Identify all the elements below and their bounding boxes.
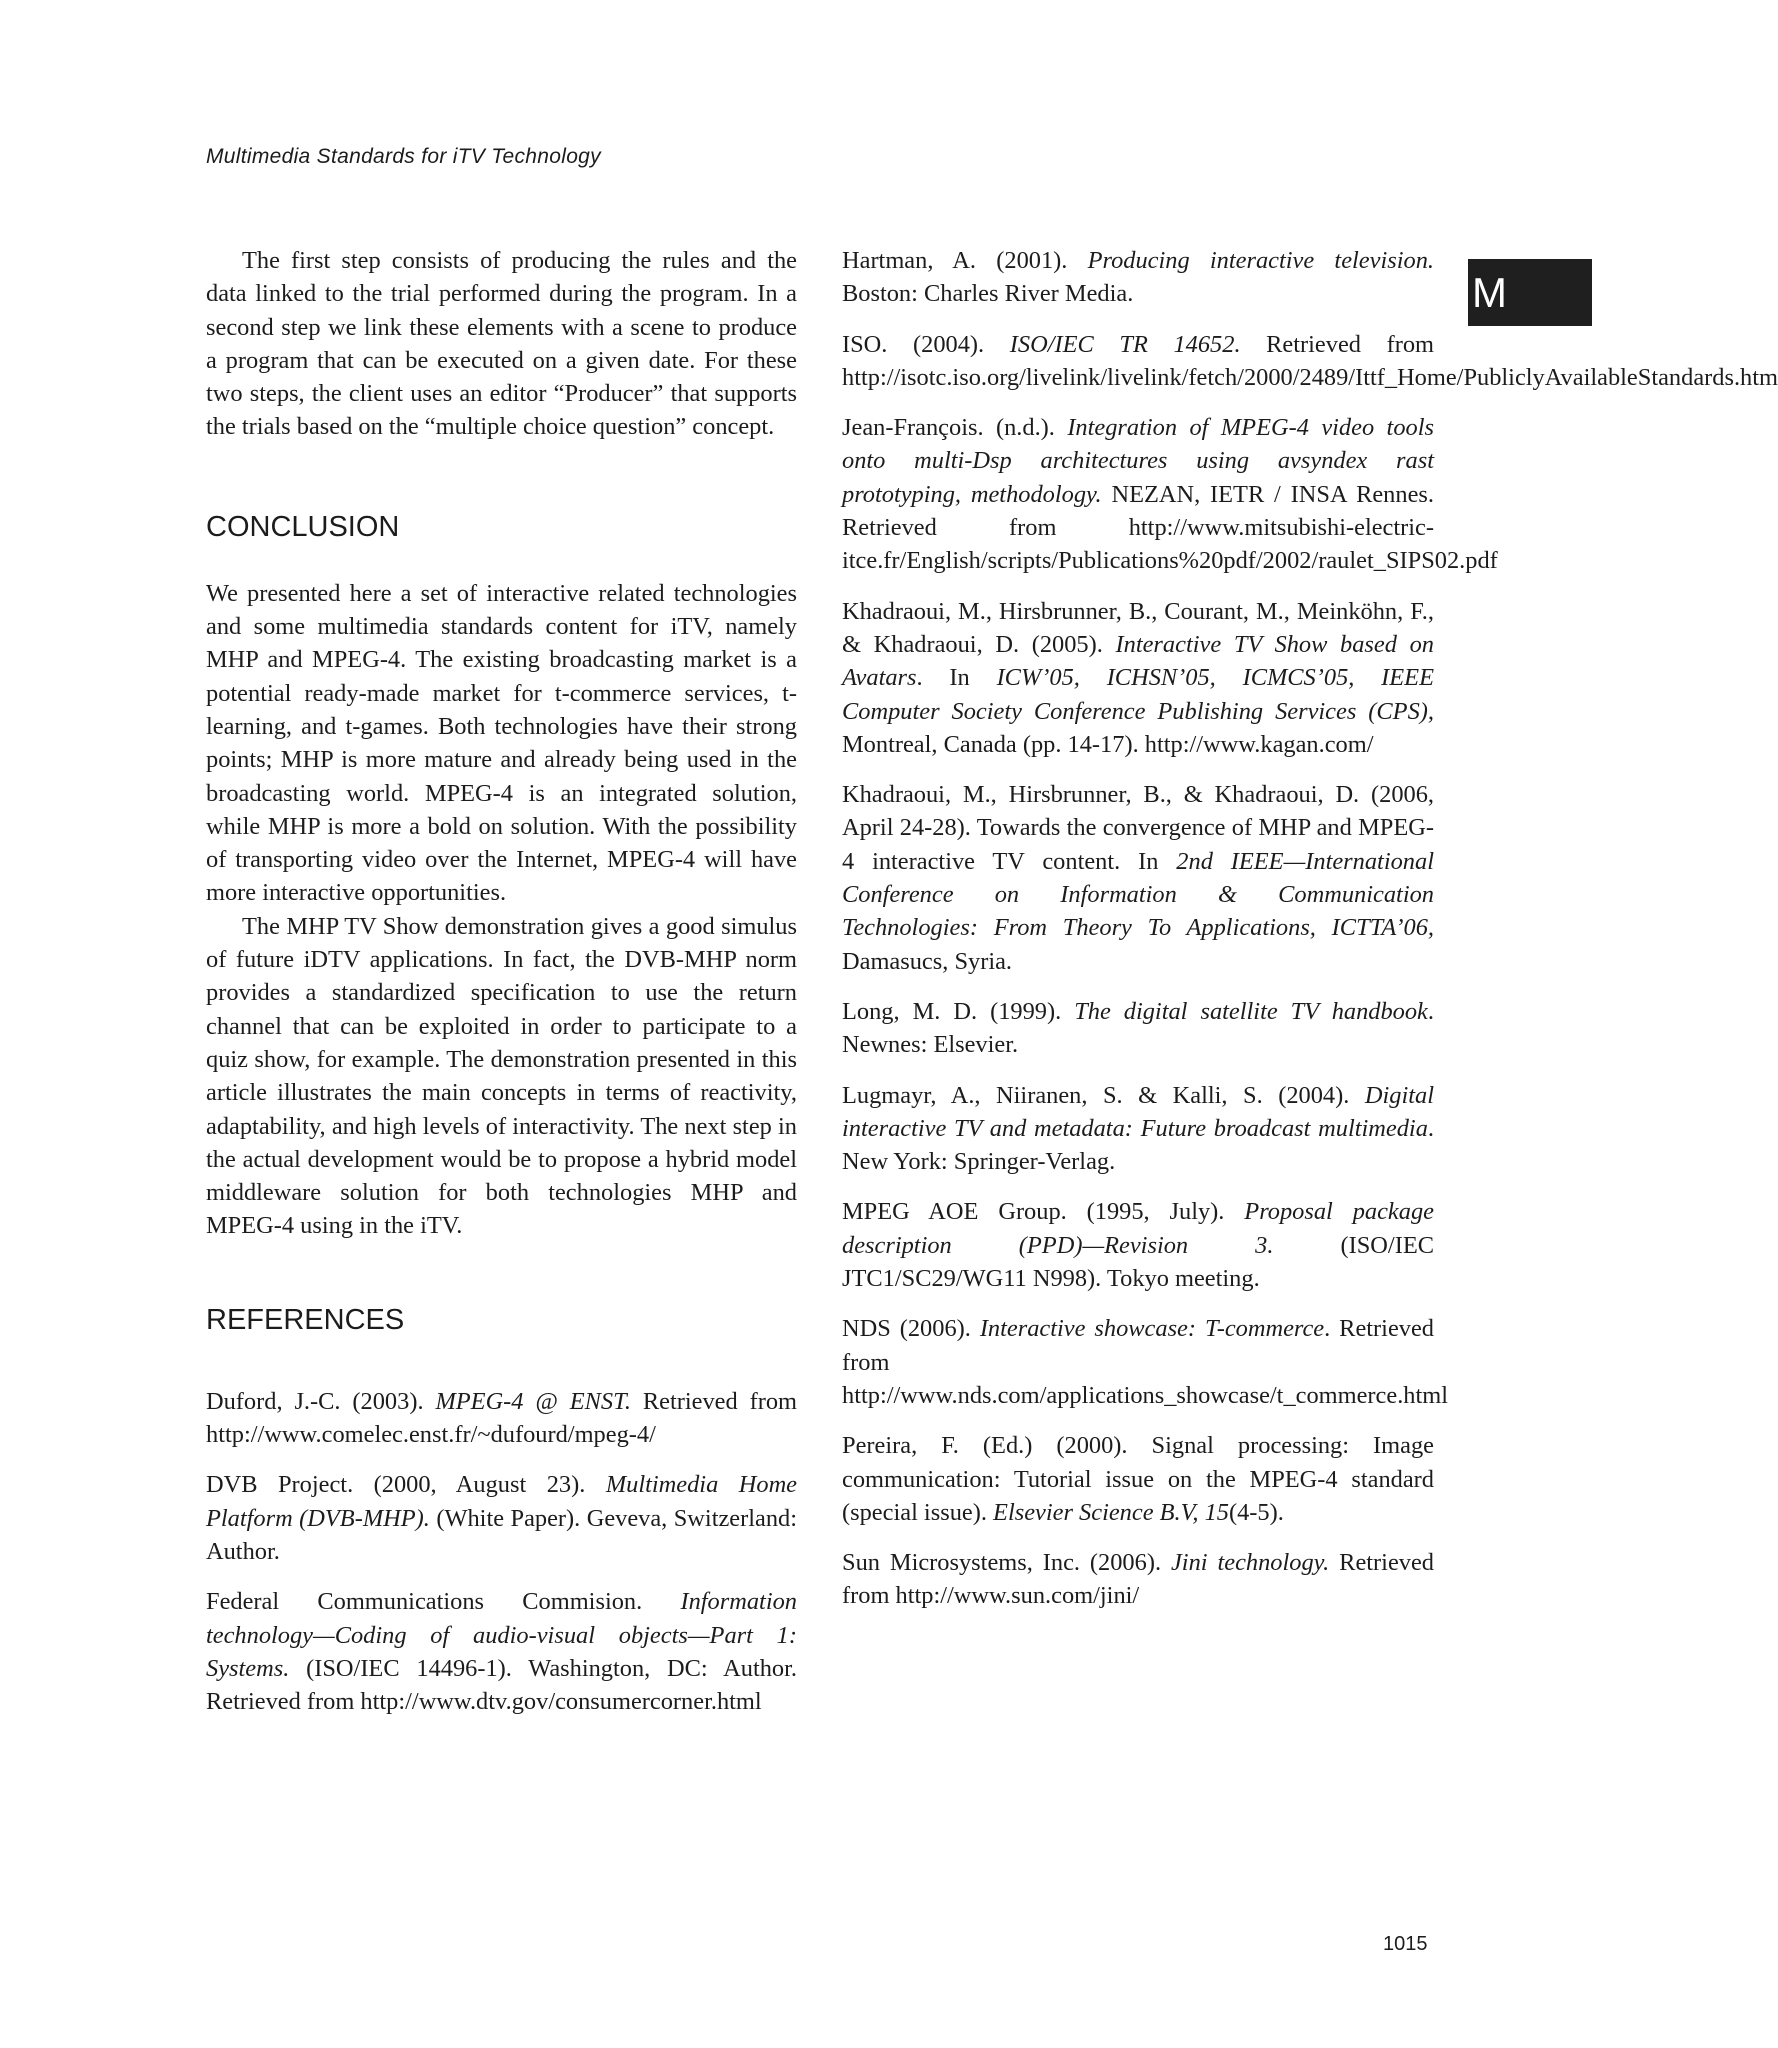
reference-text: Khadraoui, M., Hirsbrunner, B., Courant, M., Meinköhn, F., & Khadraoui, D. (2005). bbox=[842, 597, 1434, 658]
reference-text: . In bbox=[916, 664, 997, 692]
reference-text: . Newnes: Elsevier. bbox=[842, 997, 1434, 1059]
reference-text: Long, M. D. (1999). bbox=[842, 997, 1075, 1025]
reference-title: 2nd IEEE—International Conference on Information & Communication Technologies: From Theory To Applications, ICTTA’06, bbox=[842, 847, 1434, 942]
reference-entry bbox=[842, 244, 1434, 311]
reference-text: Retrieved from http://isotc.iso.org/livelink/livelink/fetch/2000/2489/Ittf_Home/PubliclyAvailableStandards.htm bbox=[842, 330, 1778, 391]
reference-text: Montreal, Canada (pp. 14-17). http://www.kagan.com/ bbox=[842, 730, 1374, 758]
reference-entry bbox=[842, 1195, 1434, 1295]
reference-title: The digital satellite TV handbook bbox=[1074, 997, 1428, 1025]
reference-text: Pereira, F. (Ed.) (2000). Signal processing: Image communication: Tutorial issue on the MPEG-4 standard (special issue). bbox=[842, 1432, 1434, 1526]
reference-text: Damasucs, Syria. bbox=[842, 947, 1013, 975]
reference-list-left bbox=[206, 1385, 797, 1719]
reference-text: (ISO/IEC JTC1/SC29/WG11 N998). Tokyo meeting. bbox=[842, 1231, 1434, 1293]
reference-entry bbox=[842, 411, 1498, 577]
reference-entry bbox=[206, 1385, 797, 1452]
page-number: 1015 bbox=[1383, 1933, 1428, 1955]
reference-text: NDS (2006). bbox=[842, 1315, 980, 1343]
reference-text: Retrieved from http://www.sun.com/jini/ bbox=[842, 1549, 1434, 1610]
reference-text: . Retrieved from http://www.nds.com/applications_showcase/t_commerce.html bbox=[842, 1315, 1449, 1409]
reference-title: ICW’05, ICHSN’05, ICMCS’05, IEEE Computer Society Conference Publishing Services (CPS), bbox=[842, 664, 1434, 725]
intro-paragraph: The first step consists of producing the rules and the data linked to the trial performed during the program. In a second step we link these elements with a scene to produce a program that can be executed on a given date. For these two steps, the client uses an editor “Producer” that supports the trials based on the “multiple choice question” concept. bbox=[206, 247, 797, 441]
reference-text: (4-5). bbox=[1228, 1498, 1284, 1526]
reference-text: (ISO/IEC 14496-1). Washington, DC: Author. Retrieved from http://www.dtv.gov/consumercorner.html bbox=[206, 1654, 797, 1716]
reference-title: ISO/IEC TR 14652. bbox=[1009, 330, 1241, 358]
reference-text: (White Paper). Geveva, Switzerland: Author. bbox=[206, 1504, 798, 1565]
conclusion-paragraph: The MHP TV Show demonstration gives a good simulus of future iDTV applications. In fact, the DVB-MHP norm provides a standardized specification to use the return channel that can be exploited in order to participate to a quiz show, for example. The demonstration presented in this article illustrates the main concepts in terms of reactivity, adaptability, and high levels of interactivity. The next step in the actual development would be to propose a hybrid model middleware solution for both technologies MHP and MPEG-4 using in the iTV. bbox=[206, 912, 797, 1240]
reference-entry bbox=[842, 778, 1434, 978]
reference-title: Information technology—Coding of audio-visual objects—Part 1: Systems. bbox=[206, 1588, 797, 1682]
reference-entry bbox=[842, 995, 1434, 1062]
left-column bbox=[206, 244, 797, 1718]
reference-text: MPEG AOE Group. (1995, July). bbox=[842, 1198, 1245, 1226]
reference-text: Federal Communications Commision. bbox=[206, 1588, 681, 1616]
reference-text: Hartman, A. (2001). bbox=[842, 247, 1088, 274]
reference-title: Integration of MPEG-4 video tools onto multi-Dsp architectures using avsyndex rast prototyping, methodology. bbox=[842, 414, 1434, 508]
reference-title: Interactive TV Show based on Avatars bbox=[842, 630, 1434, 692]
reference-title: MPEG-4 @ ENST. bbox=[435, 1387, 631, 1415]
reference-text: Retrieved from http://www.comelec.enst.fr/~dufourd/mpeg-4/ bbox=[206, 1387, 797, 1449]
reference-title: Producing interactive television. bbox=[1087, 247, 1434, 274]
reference-title: Multimedia Home Platform (DVB-MHP). bbox=[206, 1471, 798, 1532]
reference-text: Khadraoui, M., Hirsbrunner, B., & Khadraoui, D. (2006, April 24-28). Towards the convergence of MHP and MPEG-4 interactive TV content. In bbox=[842, 781, 1434, 875]
reference-entry bbox=[842, 1312, 1449, 1412]
reference-text: Jean-François. (n.d.). bbox=[842, 414, 1068, 442]
right-column bbox=[842, 244, 1778, 1613]
reference-text: . New York: Springer-Verlag. bbox=[842, 1114, 1434, 1176]
running-header: Multimedia Standards for iTV Technology bbox=[206, 145, 601, 168]
reference-list-right bbox=[842, 244, 1778, 1613]
reference-entry bbox=[206, 1468, 797, 1568]
reference-text: Duford, J.-C. (2003). bbox=[206, 1387, 436, 1415]
conclusion-paragraph: We presented here a set of interactive related technologies and some multimedia standards content for iTV, namely MHP and MPEG-4. The existing broadcasting market is a potential ready-made market for t-commerce services, t-learning, and t-games. Both technologies have their strong points; MHP is more mature and already being used in the broadcasting world. MPEG-4 is an integrated solution, while MHP is more a bold on solution. With the possibility of transporting video over the Internet, MPEG-4 will have more interactive opportunities. bbox=[206, 579, 797, 907]
reference-text: DVB Project. (2000, August 23). bbox=[206, 1471, 606, 1499]
reference-title: Interactive showcase: T-commerce bbox=[979, 1315, 1325, 1343]
reference-text: Lugmayr, A., Niiranen, S. & Kalli, S. (2004). bbox=[842, 1081, 1365, 1109]
section-thumb-tab: M bbox=[1468, 259, 1592, 326]
reference-entry bbox=[842, 328, 1778, 395]
reference-text: NEZAN, IETR / INSA Rennes. Retrieved from http://www.mitsubishi-electric-itce.fr/English/scripts/Publications%20pdf/2002/raulet_SIPS02.pdf bbox=[842, 480, 1498, 575]
reference-entry bbox=[842, 595, 1434, 761]
reference-title: Proposal package description (PPD)—Revision 3. bbox=[842, 1198, 1434, 1259]
reference-text: Boston: Charles River Media. bbox=[842, 280, 1134, 308]
references-heading: REFERENCES bbox=[206, 1303, 405, 1336]
reference-entry bbox=[842, 1546, 1434, 1613]
reference-text: Sun Microsystems, Inc. (2006). bbox=[842, 1549, 1171, 1577]
reference-text: ISO. (2004). bbox=[842, 330, 1010, 358]
reference-entry bbox=[206, 1585, 797, 1718]
conclusion-heading: CONCLUSION bbox=[206, 510, 400, 543]
reference-title: Jini technology. bbox=[1170, 1549, 1330, 1577]
reference-entry bbox=[842, 1079, 1434, 1179]
reference-entry bbox=[842, 1429, 1434, 1529]
reference-title: Digital interactive TV and metadata: Future broadcast multimedia bbox=[842, 1081, 1434, 1142]
reference-title: Elsevier Science B.V, 15 bbox=[993, 1498, 1229, 1526]
